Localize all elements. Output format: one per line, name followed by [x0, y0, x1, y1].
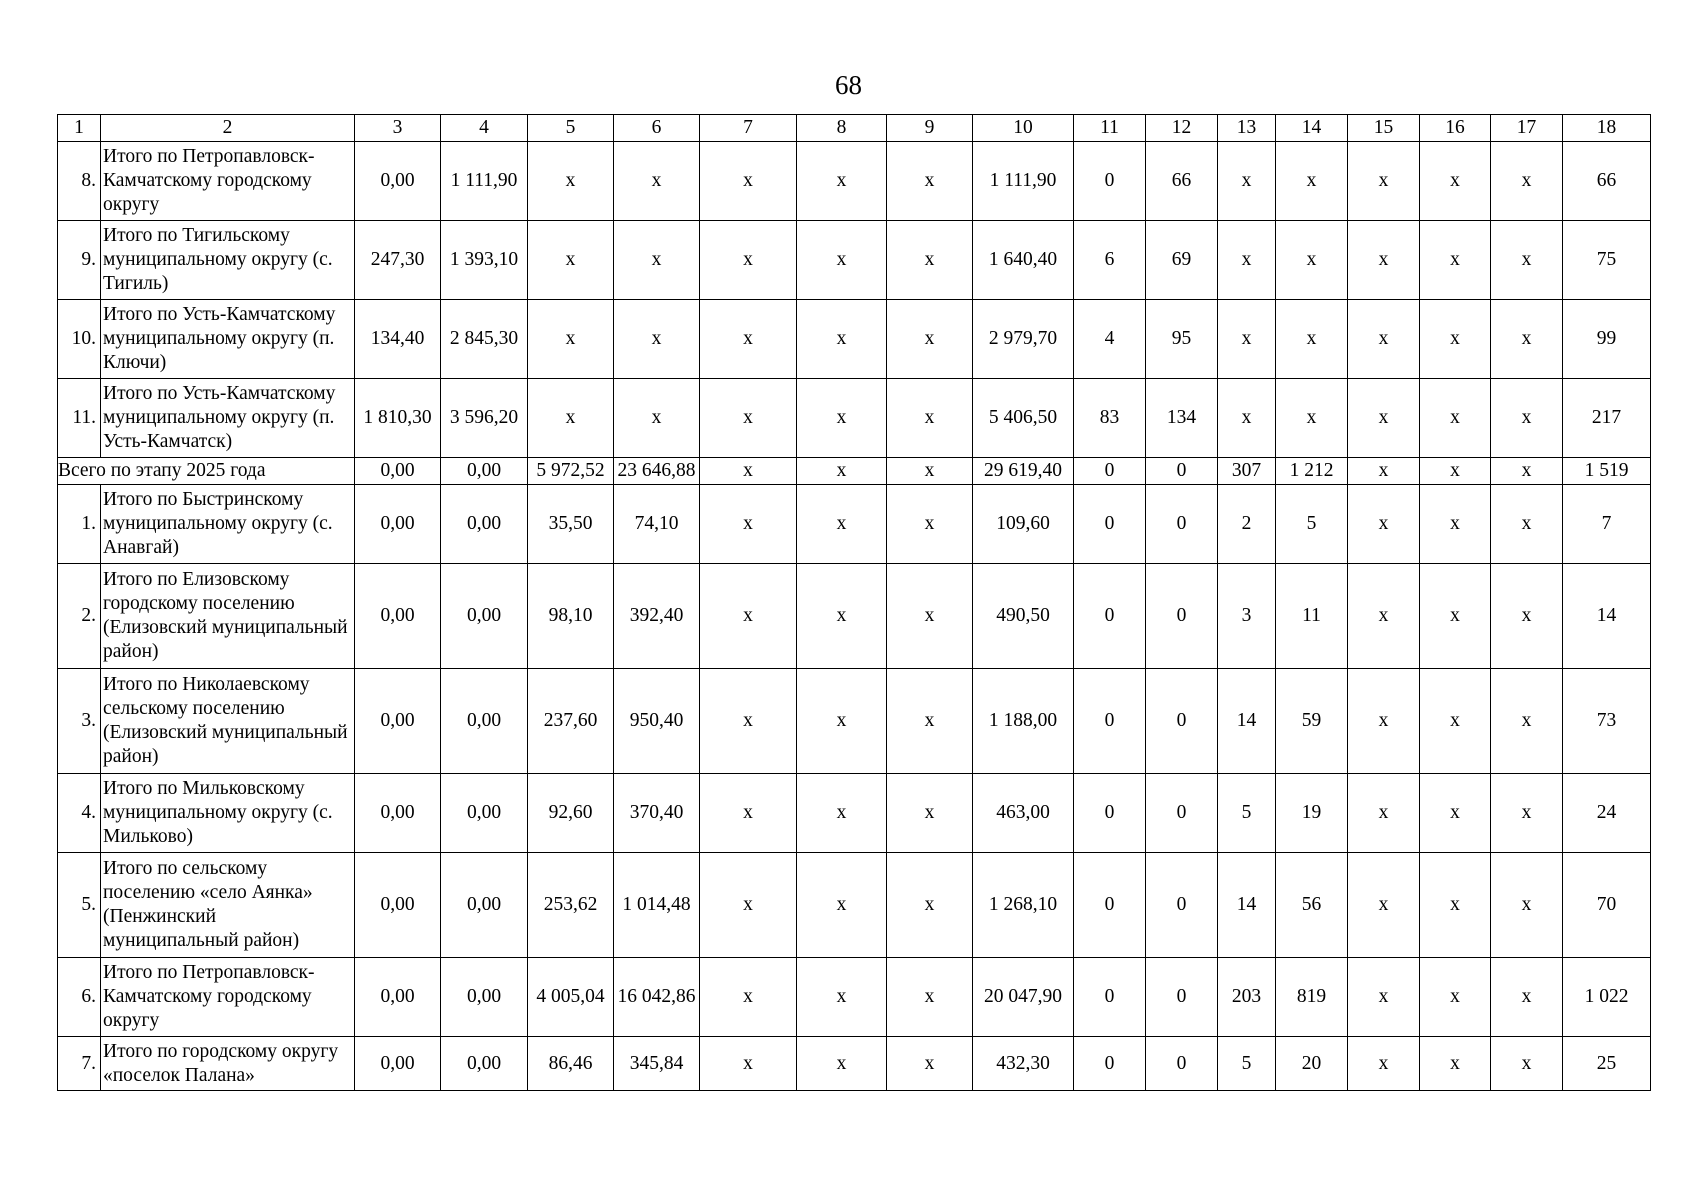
table-cell: x	[1420, 458, 1491, 485]
table-cell: x	[700, 221, 797, 300]
table-cell: x	[1348, 564, 1420, 669]
table-cell: 2 979,70	[973, 300, 1074, 379]
table-cell: 0,00	[441, 485, 528, 564]
table-cell: 0	[1074, 485, 1146, 564]
table-cell: x	[1420, 774, 1491, 853]
table-cell: 66	[1146, 142, 1218, 221]
table-cell: x	[797, 853, 887, 958]
table-cell: x	[797, 1037, 887, 1091]
table-cell: 0	[1074, 669, 1146, 774]
table-cell: 0,00	[441, 564, 528, 669]
table-cell: 0,00	[355, 669, 441, 774]
table-cell: x	[1348, 1037, 1420, 1091]
row-name: Итого по Быстринскому муниципальному округу (с. Анавгай)	[101, 485, 355, 564]
table-cell: 7	[1563, 485, 1651, 564]
table-cell: 29 619,40	[973, 458, 1074, 485]
table-cell: 92,60	[528, 774, 614, 853]
table-cell: 83	[1074, 379, 1146, 458]
table-cell: 237,60	[528, 669, 614, 774]
row-number: 6.	[58, 958, 101, 1037]
table-cell: 23 646,88	[614, 458, 700, 485]
table-cell: x	[887, 958, 973, 1037]
table-cell: 0	[1074, 564, 1146, 669]
stage-total-label: Всего по этапу 2025 года	[58, 458, 355, 485]
table-cell: 819	[1276, 958, 1348, 1037]
row-name: Итого по сельскому поселению «село Аянка» (Пенжинский муниципальный район)	[101, 853, 355, 958]
table-cell: x	[887, 300, 973, 379]
table-cell: 247,30	[355, 221, 441, 300]
row-number: 10.	[58, 300, 101, 379]
table-cell: 0	[1146, 669, 1218, 774]
table-cell: x	[1348, 853, 1420, 958]
row-name: Итого по Петропавловск-Камчатскому городскому округу	[101, 142, 355, 221]
table-cell: 0	[1146, 564, 1218, 669]
table-cell: 134,40	[355, 300, 441, 379]
table-cell: 0	[1074, 853, 1146, 958]
table-cell: 0	[1146, 458, 1218, 485]
table-cell: 20	[1276, 1037, 1348, 1091]
table-cell: 25	[1563, 1037, 1651, 1091]
table-cell: x	[528, 221, 614, 300]
table-cell: x	[700, 1037, 797, 1091]
column-header: 13	[1218, 115, 1276, 142]
table-cell: 0	[1146, 853, 1218, 958]
table-cell: x	[528, 300, 614, 379]
table-cell: x	[1491, 221, 1563, 300]
table-cell: x	[887, 1037, 973, 1091]
row-number: 2.	[58, 564, 101, 669]
table-cell: 11	[1276, 564, 1348, 669]
table-cell: 0,00	[441, 669, 528, 774]
row-name: Итого по Мильковскому муниципальному округу (с. Мильково)	[101, 774, 355, 853]
table-cell: 0,00	[355, 1037, 441, 1091]
table-cell: 20 047,90	[973, 958, 1074, 1037]
table-cell: 1 810,30	[355, 379, 441, 458]
table-cell: x	[1491, 958, 1563, 1037]
table-cell: x	[1348, 221, 1420, 300]
table-row	[58, 1037, 1651, 1091]
table-cell: 5	[1276, 485, 1348, 564]
table-cell: 4 005,04	[528, 958, 614, 1037]
row-number: 11.	[58, 379, 101, 458]
table-cell: x	[700, 142, 797, 221]
column-header: 12	[1146, 115, 1218, 142]
table-cell: x	[614, 379, 700, 458]
table-cell: 392,40	[614, 564, 700, 669]
table-cell: x	[1276, 221, 1348, 300]
table-cell: x	[797, 221, 887, 300]
row-name: Итого по Петропавловск-Камчатскому городскому округу	[101, 958, 355, 1037]
table-cell: x	[887, 458, 973, 485]
table-cell: x	[1420, 142, 1491, 221]
table-cell: 0,00	[355, 853, 441, 958]
table-cell: x	[700, 458, 797, 485]
table-cell: x	[887, 853, 973, 958]
table-cell: x	[700, 300, 797, 379]
table-cell: x	[700, 774, 797, 853]
table-cell: 1 014,48	[614, 853, 700, 958]
row-number: 7.	[58, 1037, 101, 1091]
table-cell: x	[797, 669, 887, 774]
column-header: 10	[973, 115, 1074, 142]
table-cell: x	[797, 958, 887, 1037]
table-cell: 0,00	[355, 142, 441, 221]
table-cell: 1 519	[1563, 458, 1651, 485]
table-cell: x	[1491, 1037, 1563, 1091]
table-cell: 253,62	[528, 853, 614, 958]
table-cell: x	[1420, 853, 1491, 958]
table-cell: 5	[1218, 774, 1276, 853]
table-cell: 0,00	[355, 485, 441, 564]
table-cell: 14	[1218, 669, 1276, 774]
page-number: 68	[835, 70, 862, 100]
table-cell: 0,00	[355, 458, 441, 485]
table-cell: 0,00	[441, 774, 528, 853]
table-cell: 6	[1074, 221, 1146, 300]
row-name: Итого по Усть-Камчатскому муниципальному округу (п. Ключи)	[101, 300, 355, 379]
column-header: 8	[797, 115, 887, 142]
row-name: Итого по Усть-Камчатскому муниципальному округу (п. Усть-Камчатск)	[101, 379, 355, 458]
table-cell: 0	[1074, 774, 1146, 853]
column-header: 11	[1074, 115, 1146, 142]
table-cell: x	[887, 564, 973, 669]
row-number: 4.	[58, 774, 101, 853]
table-cell: 5 972,52	[528, 458, 614, 485]
table-cell: 1 111,90	[441, 142, 528, 221]
table-cell: x	[1491, 142, 1563, 221]
table-cell: 0,00	[441, 1037, 528, 1091]
table-row	[58, 379, 1651, 458]
table-cell: x	[1348, 485, 1420, 564]
table-cell: 69	[1146, 221, 1218, 300]
table-cell: x	[1491, 300, 1563, 379]
table-cell: 99	[1563, 300, 1651, 379]
table-cell: 0	[1074, 958, 1146, 1037]
table-cell: 1 268,10	[973, 853, 1074, 958]
table-cell: x	[1420, 300, 1491, 379]
table-cell: x	[1420, 1037, 1491, 1091]
row-number: 3.	[58, 669, 101, 774]
table-cell: x	[887, 142, 973, 221]
table-cell: 345,84	[614, 1037, 700, 1091]
table-cell: x	[797, 458, 887, 485]
table-cell: 490,50	[973, 564, 1074, 669]
column-header: 4	[441, 115, 528, 142]
table-cell: x	[700, 669, 797, 774]
table-cell: 134	[1146, 379, 1218, 458]
table-cell: x	[887, 379, 973, 458]
row-name: Итого по Николаевскому сельскому поселению (Елизовский муниципальный район)	[101, 669, 355, 774]
table-cell: 2	[1218, 485, 1276, 564]
table-cell: x	[1218, 221, 1276, 300]
table-cell: 59	[1276, 669, 1348, 774]
table-cell: x	[1348, 458, 1420, 485]
table-cell: 0	[1074, 142, 1146, 221]
table-row	[58, 221, 1651, 300]
table-cell: x	[528, 379, 614, 458]
table-cell: 0,00	[355, 774, 441, 853]
table-cell: x	[1218, 379, 1276, 458]
table-cell: 1 111,90	[973, 142, 1074, 221]
table-cell: 0	[1074, 1037, 1146, 1091]
table-cell: x	[1491, 379, 1563, 458]
row-number: 9.	[58, 221, 101, 300]
table-cell: x	[700, 958, 797, 1037]
table-cell: x	[1218, 142, 1276, 221]
table-cell: 463,00	[973, 774, 1074, 853]
column-header: 3	[355, 115, 441, 142]
table-cell: 950,40	[614, 669, 700, 774]
table-cell: 0	[1146, 958, 1218, 1037]
table-row	[58, 300, 1651, 379]
table-cell: 0,00	[441, 853, 528, 958]
table-cell: 370,40	[614, 774, 700, 853]
row-number: 1.	[58, 485, 101, 564]
data-table	[57, 114, 1651, 1091]
table-cell: x	[797, 485, 887, 564]
table-cell: x	[1420, 958, 1491, 1037]
table-cell: 35,50	[528, 485, 614, 564]
table-row	[58, 142, 1651, 221]
table-cell: x	[1420, 485, 1491, 564]
table-cell: 1 640,40	[973, 221, 1074, 300]
table-cell: x	[1348, 300, 1420, 379]
row-name: Итого по Елизовскому городскому поселению (Елизовский муниципальный район)	[101, 564, 355, 669]
table-cell: 0	[1146, 485, 1218, 564]
table-cell: 4	[1074, 300, 1146, 379]
table-cell: x	[1491, 853, 1563, 958]
table-cell: x	[614, 142, 700, 221]
table-cell: x	[1348, 669, 1420, 774]
table-cell: x	[797, 564, 887, 669]
table-cell: 432,30	[973, 1037, 1074, 1091]
table-cell: x	[700, 853, 797, 958]
table-cell: 24	[1563, 774, 1651, 853]
column-header: 18	[1563, 115, 1651, 142]
table-cell: x	[1276, 379, 1348, 458]
table-cell: 16 042,86	[614, 958, 700, 1037]
table-cell: x	[1491, 485, 1563, 564]
table-cell: 73	[1563, 669, 1651, 774]
table-cell: 70	[1563, 853, 1651, 958]
table-cell: x	[1348, 142, 1420, 221]
column-header: 2	[101, 115, 355, 142]
column-header: 5	[528, 115, 614, 142]
table-cell: 0,00	[355, 958, 441, 1037]
table-row	[58, 564, 1651, 669]
table-cell: x	[887, 669, 973, 774]
table-cell: 3 596,20	[441, 379, 528, 458]
table-cell: 1 022	[1563, 958, 1651, 1037]
table-cell: x	[797, 300, 887, 379]
table-cell: x	[614, 300, 700, 379]
table-cell: x	[797, 142, 887, 221]
table-cell: x	[1491, 774, 1563, 853]
table-cell: 19	[1276, 774, 1348, 853]
table-cell: 0,00	[441, 958, 528, 1037]
table-cell: 203	[1218, 958, 1276, 1037]
table-cell: 0,00	[355, 564, 441, 669]
stage-total-row	[58, 458, 1651, 485]
table-cell: 1 188,00	[973, 669, 1074, 774]
table-cell: 56	[1276, 853, 1348, 958]
table-cell: 2 845,30	[441, 300, 528, 379]
table-cell: x	[1276, 300, 1348, 379]
table-cell: x	[1420, 669, 1491, 774]
table-cell: x	[700, 379, 797, 458]
table-cell: x	[1276, 142, 1348, 221]
column-header: 17	[1491, 115, 1563, 142]
table-cell: x	[1491, 458, 1563, 485]
table-row	[58, 774, 1651, 853]
column-header: 14	[1276, 115, 1348, 142]
table-cell: 5 406,50	[973, 379, 1074, 458]
table-cell: x	[528, 142, 614, 221]
table-row	[58, 853, 1651, 958]
column-header: 6	[614, 115, 700, 142]
table-cell: 1 393,10	[441, 221, 528, 300]
table-cell: x	[1491, 564, 1563, 669]
table-cell: 98,10	[528, 564, 614, 669]
table-cell: 86,46	[528, 1037, 614, 1091]
table-cell: 1 212	[1276, 458, 1348, 485]
column-header: 16	[1420, 115, 1491, 142]
column-header: 1	[58, 115, 101, 142]
column-header: 7	[700, 115, 797, 142]
table-cell: x	[700, 564, 797, 669]
table-cell: 14	[1218, 853, 1276, 958]
table-cell: 74,10	[614, 485, 700, 564]
row-number: 8.	[58, 142, 101, 221]
table-cell: x	[1348, 379, 1420, 458]
table-cell: 3	[1218, 564, 1276, 669]
table-cell: x	[797, 379, 887, 458]
table-cell: 307	[1218, 458, 1276, 485]
column-header: 9	[887, 115, 973, 142]
table-cell: 75	[1563, 221, 1651, 300]
table-cell: x	[1348, 958, 1420, 1037]
table-row	[58, 958, 1651, 1037]
table-cell: 5	[1218, 1037, 1276, 1091]
table-cell: x	[700, 485, 797, 564]
table-cell: x	[887, 774, 973, 853]
table-cell: 109,60	[973, 485, 1074, 564]
table-cell: 217	[1563, 379, 1651, 458]
row-number: 5.	[58, 853, 101, 958]
table-cell: 95	[1146, 300, 1218, 379]
table-cell: x	[1420, 564, 1491, 669]
table-cell: 0	[1146, 1037, 1218, 1091]
table-cell: x	[1348, 774, 1420, 853]
table-cell: x	[614, 221, 700, 300]
table-cell: x	[887, 221, 973, 300]
table-row	[58, 485, 1651, 564]
column-header: 15	[1348, 115, 1420, 142]
table-cell: x	[1420, 379, 1491, 458]
header-row	[58, 115, 1651, 142]
table-cell: x	[797, 774, 887, 853]
table-cell: x	[887, 485, 973, 564]
table-cell: 66	[1563, 142, 1651, 221]
table-cell: x	[1420, 221, 1491, 300]
table-cell: 0	[1074, 458, 1146, 485]
row-name: Итого по городскому округу «поселок Палана»	[101, 1037, 355, 1091]
table-cell: 0,00	[441, 458, 528, 485]
table-cell: x	[1218, 300, 1276, 379]
table-row	[58, 669, 1651, 774]
row-name: Итого по Тигильскому муниципальному округу (с. Тигиль)	[101, 221, 355, 300]
table-cell: 0	[1146, 774, 1218, 853]
table-cell: x	[1491, 669, 1563, 774]
table-cell: 14	[1563, 564, 1651, 669]
